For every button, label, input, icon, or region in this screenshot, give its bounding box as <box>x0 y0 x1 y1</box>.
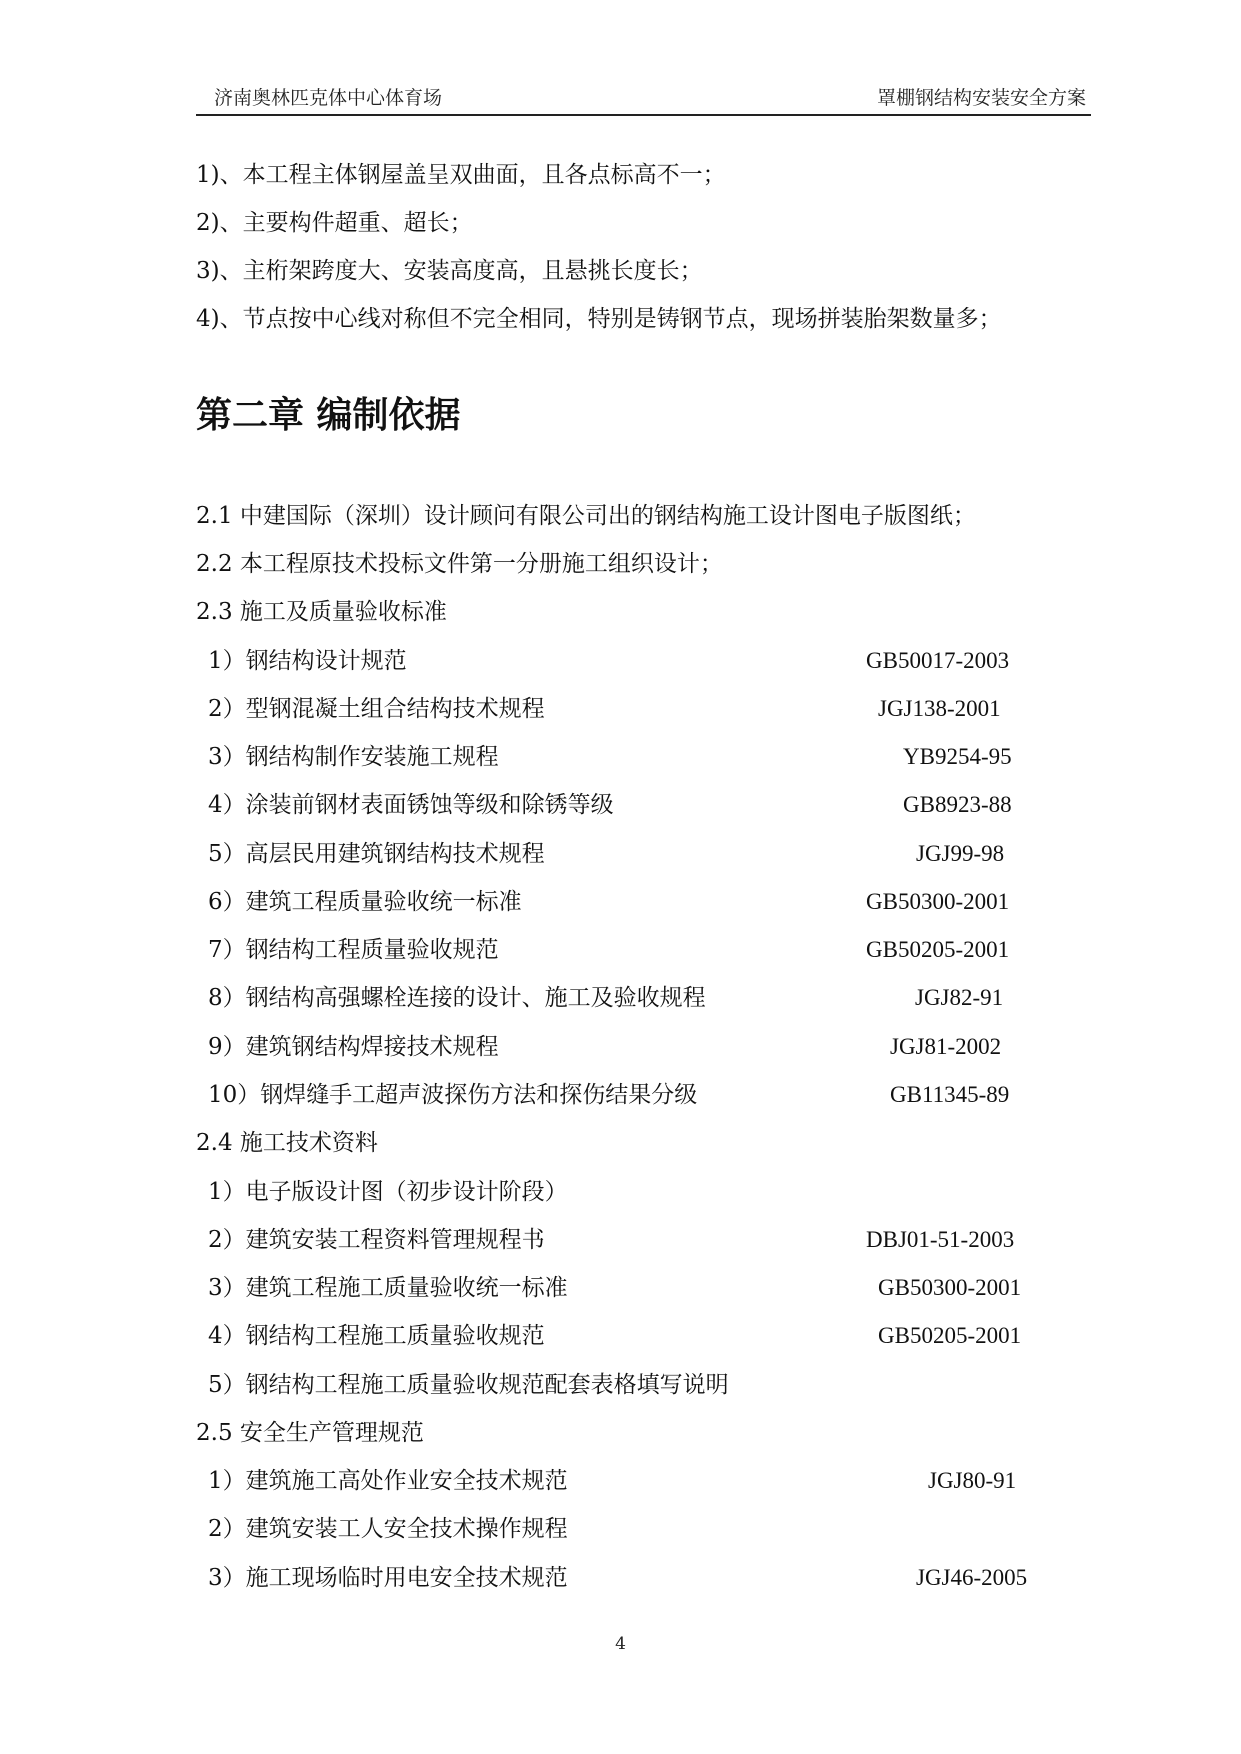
header-divider <box>196 114 1091 116</box>
standard-item-label: 4）涂装前钢材表面锈蚀等级和除锈等级 <box>208 792 614 818</box>
feature-item: 3)、主桁架跨度大、安装高度高，且悬挑长度长； <box>196 258 703 284</box>
standard-item-code: YB9254-95 <box>903 744 1012 769</box>
feature-item: 1)、本工程主体钢屋盖呈双曲面，且各点标高不一； <box>196 162 726 188</box>
feature-item: 4)、节点按中心线对称但不完全相同，特别是铸钢节点，现场拼装胎架数量多； <box>196 306 1002 332</box>
tech-doc-item-label: 2）建筑安装工程资料管理规程书 <box>208 1227 545 1253</box>
tech-doc-item-label: 5）钢结构工程施工质量验收规范配套表格填写说明 <box>208 1372 729 1398</box>
safety-item-label: 2）建筑安装工人安全技术操作规程 <box>208 1516 568 1542</box>
standard-item-code: GB50300-2001 <box>866 889 1010 914</box>
standard-item-label: 9）建筑钢结构焊接技术规程 <box>208 1034 499 1060</box>
standard-item-code: GB11345-89 <box>890 1082 1010 1107</box>
standard-item-label: 3）钢结构制作安装施工规程 <box>208 744 499 770</box>
safety-item-label: 3）施工现场临时用电安全技术规范 <box>208 1565 568 1591</box>
safety-item-code: JGJ46-2005 <box>916 1565 1028 1590</box>
chapter-title: 第二章 编制依据 <box>196 395 461 436</box>
tech-doc-item-label: 3）建筑工程施工质量验收统一标准 <box>208 1275 568 1301</box>
section-2-5-title: 2.5 安全生产管理规范 <box>196 1420 424 1446</box>
standard-item-code: GB50017-2003 <box>866 648 1010 673</box>
safety-item-code: JGJ80-91 <box>928 1468 1017 1493</box>
tech-doc-item-label: 1）电子版设计图（初步设计阶段） <box>208 1179 568 1205</box>
standard-item-code: GB8923-88 <box>903 792 1012 817</box>
standard-item-label: 1）钢结构设计规范 <box>208 648 407 674</box>
tech-doc-item-label: 4）钢结构工程施工质量验收规范 <box>208 1323 545 1349</box>
header-project-name: 济南奥林匹克体中心体育场 <box>214 87 443 109</box>
standard-item-label: 7）钢结构工程质量验收规范 <box>208 937 499 963</box>
section-2-3-title: 2.3 施工及质量验收标准 <box>196 599 447 625</box>
tech-doc-item-code: DBJ01-51-2003 <box>866 1227 1015 1252</box>
page-number: 4 <box>615 1634 626 1654</box>
standard-item-label: 2）型钢混凝土组合结构技术规程 <box>208 696 545 722</box>
feature-item: 2)、主要构件超重、超长； <box>196 210 473 236</box>
standard-item-label: 5）高层民用建筑钢结构技术规程 <box>208 841 545 867</box>
safety-item-label: 1）建筑施工高处作业安全技术规范 <box>208 1468 568 1494</box>
standard-item-code: JGJ99-98 <box>916 841 1005 866</box>
standard-item-code: GB50205-2001 <box>866 937 1010 962</box>
section-2-1: 2.1 中建国际（深圳）设计顾问有限公司出的钢结构施工设计图电子版图纸； <box>196 503 976 529</box>
header-document-title: 罩棚钢结构安装安全方案 <box>876 87 1086 109</box>
standard-item-code: JGJ82-91 <box>915 985 1004 1010</box>
section-2-4-title: 2.4 施工技术资料 <box>196 1130 378 1156</box>
standard-item-code: JGJ138-2001 <box>878 696 1001 721</box>
tech-doc-item-code: GB50205-2001 <box>878 1323 1022 1348</box>
standard-item-label: 6）建筑工程质量验收统一标准 <box>208 889 522 915</box>
standard-item-label: 10）钢焊缝手工超声波探伤方法和探伤结果分级 <box>208 1082 698 1108</box>
tech-doc-item-code: GB50300-2001 <box>878 1275 1022 1300</box>
section-2-2: 2.2 本工程原技术投标文件第一分册施工组织设计； <box>196 551 723 577</box>
standard-item-code: JGJ81-2002 <box>890 1034 1002 1059</box>
standard-item-label: 8）钢结构高强螺栓连接的设计、施工及验收规程 <box>208 985 706 1011</box>
